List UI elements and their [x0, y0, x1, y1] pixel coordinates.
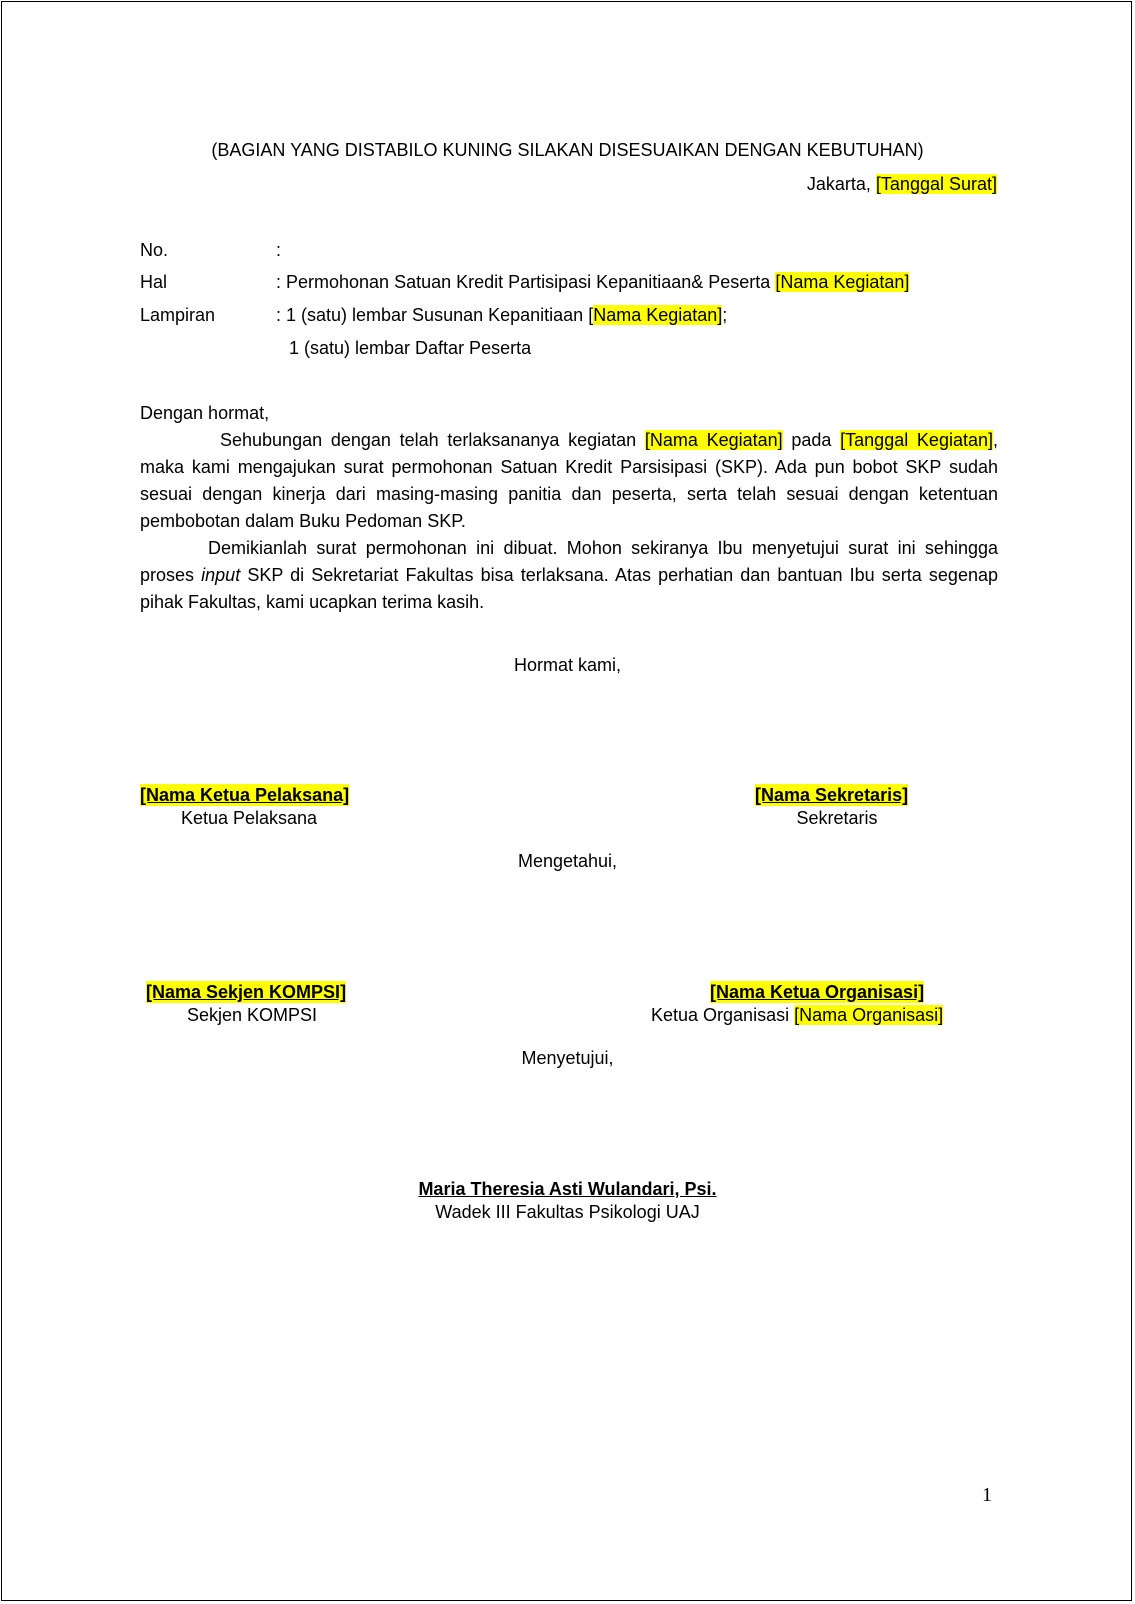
lampiran-line1: [276, 304, 727, 326]
date-placeholder: [Tanggal Surat]: [875, 174, 997, 194]
page-number: 1: [982, 1484, 992, 1506]
hal-placeholder: [Nama Kegiatan]: [775, 272, 910, 292]
sekretaris-title: Sekretaris: [796, 808, 878, 828]
lampiran-text: : 1 (satu) lembar Susunan Kepanitiaan [: [276, 305, 594, 325]
lampiran-suffix: ;: [722, 305, 728, 325]
lampiran-label: Lampiran: [140, 305, 216, 325]
menyetujui-label: Menyetujui,: [521, 1048, 614, 1068]
instruction-note: (BAGIAN YANG DISTABILO KUNING SILAKAN DISESUAIKAN DENGAN KEBUTUHAN): [211, 140, 924, 160]
body-paragraph-1: [140, 427, 998, 535]
wadek-name: Maria Theresia Asti Wulandari, Psi.: [418, 1179, 717, 1199]
paragraph2-part2: SKP di Sekretariat Fakultas bisa terlaksana. Atas perhatian dan bantuan Ibu serta segenap pihak Fakultas, kami ucapkan terima kasih.: [140, 565, 998, 612]
wadek-title: Wadek III Fakultas Psikologi UAJ: [435, 1202, 700, 1222]
ketua-organisasi-title-text: Ketua Organisasi: [651, 1005, 795, 1025]
hal-text: : Permohonan Satuan Kredit Partisipasi Kepanitiaan& Peserta: [276, 272, 776, 292]
paragraph1-rest: , maka kami mengajukan surat permohonan Satuan Kredit Parsisipasi (SKP). Ada pun bobot SKP sudah sesuai dengan kinerja dari masing-masing panitia dan peserta, serta telah sesuai dengan ketentuan pembobotan dalam Buku Pedoman SKP.: [140, 430, 998, 531]
hal-value: [276, 271, 909, 293]
ketua-organisasi-name: [Nama Ketua Organisasi]: [710, 982, 925, 1002]
paragraph1-mid: pada: [782, 430, 841, 450]
sekjen-name: [Nama Sekjen KOMPSI]: [146, 982, 347, 1002]
body-paragraph-2: [140, 535, 998, 616]
ketua-organisasi-title: [651, 1004, 943, 1026]
ketua-pelaksana-name: [Nama Ketua Pelaksana]: [140, 785, 350, 805]
ketua-pelaksana-title: Ketua Pelaksana: [180, 808, 318, 828]
lampiran-line2: 1 (satu) lembar Daftar Peserta: [289, 338, 532, 358]
no-label: No.: [140, 240, 169, 260]
date-city: Jakarta,: [806, 174, 876, 194]
organisasi-placeholder: [Nama Organisasi]: [794, 1005, 944, 1025]
greeting: Dengan hormat,: [140, 403, 270, 423]
paragraph2-italic: input: [201, 565, 241, 585]
date-line: [807, 173, 997, 195]
mengetahui-label: Mengetahui,: [517, 851, 618, 871]
hal-label: Hal: [140, 272, 168, 292]
no-colon: :: [276, 240, 282, 260]
lampiran-placeholder: Nama Kegiatan]: [593, 305, 723, 325]
sekretaris-name: [Nama Sekretaris]: [755, 785, 909, 805]
paragraph1-event-placeholder: [Nama Kegiatan]: [644, 430, 783, 450]
paragraph1-date-placeholder: [Tanggal Kegiatan]: [840, 430, 993, 450]
document-page: [1, 1, 1132, 1601]
sekjen-title: Sekjen KOMPSI: [186, 1005, 318, 1025]
closing: Hormat kami,: [513, 655, 621, 675]
paragraph1-intro: Sehubungan dengan telah terlaksananya kegiatan: [220, 430, 645, 450]
paragraph2-part1: Demikianlah surat permohonan ini dibuat. Mohon sekiranya Ibu menyetujui surat ini sehingga proses: [140, 538, 998, 585]
